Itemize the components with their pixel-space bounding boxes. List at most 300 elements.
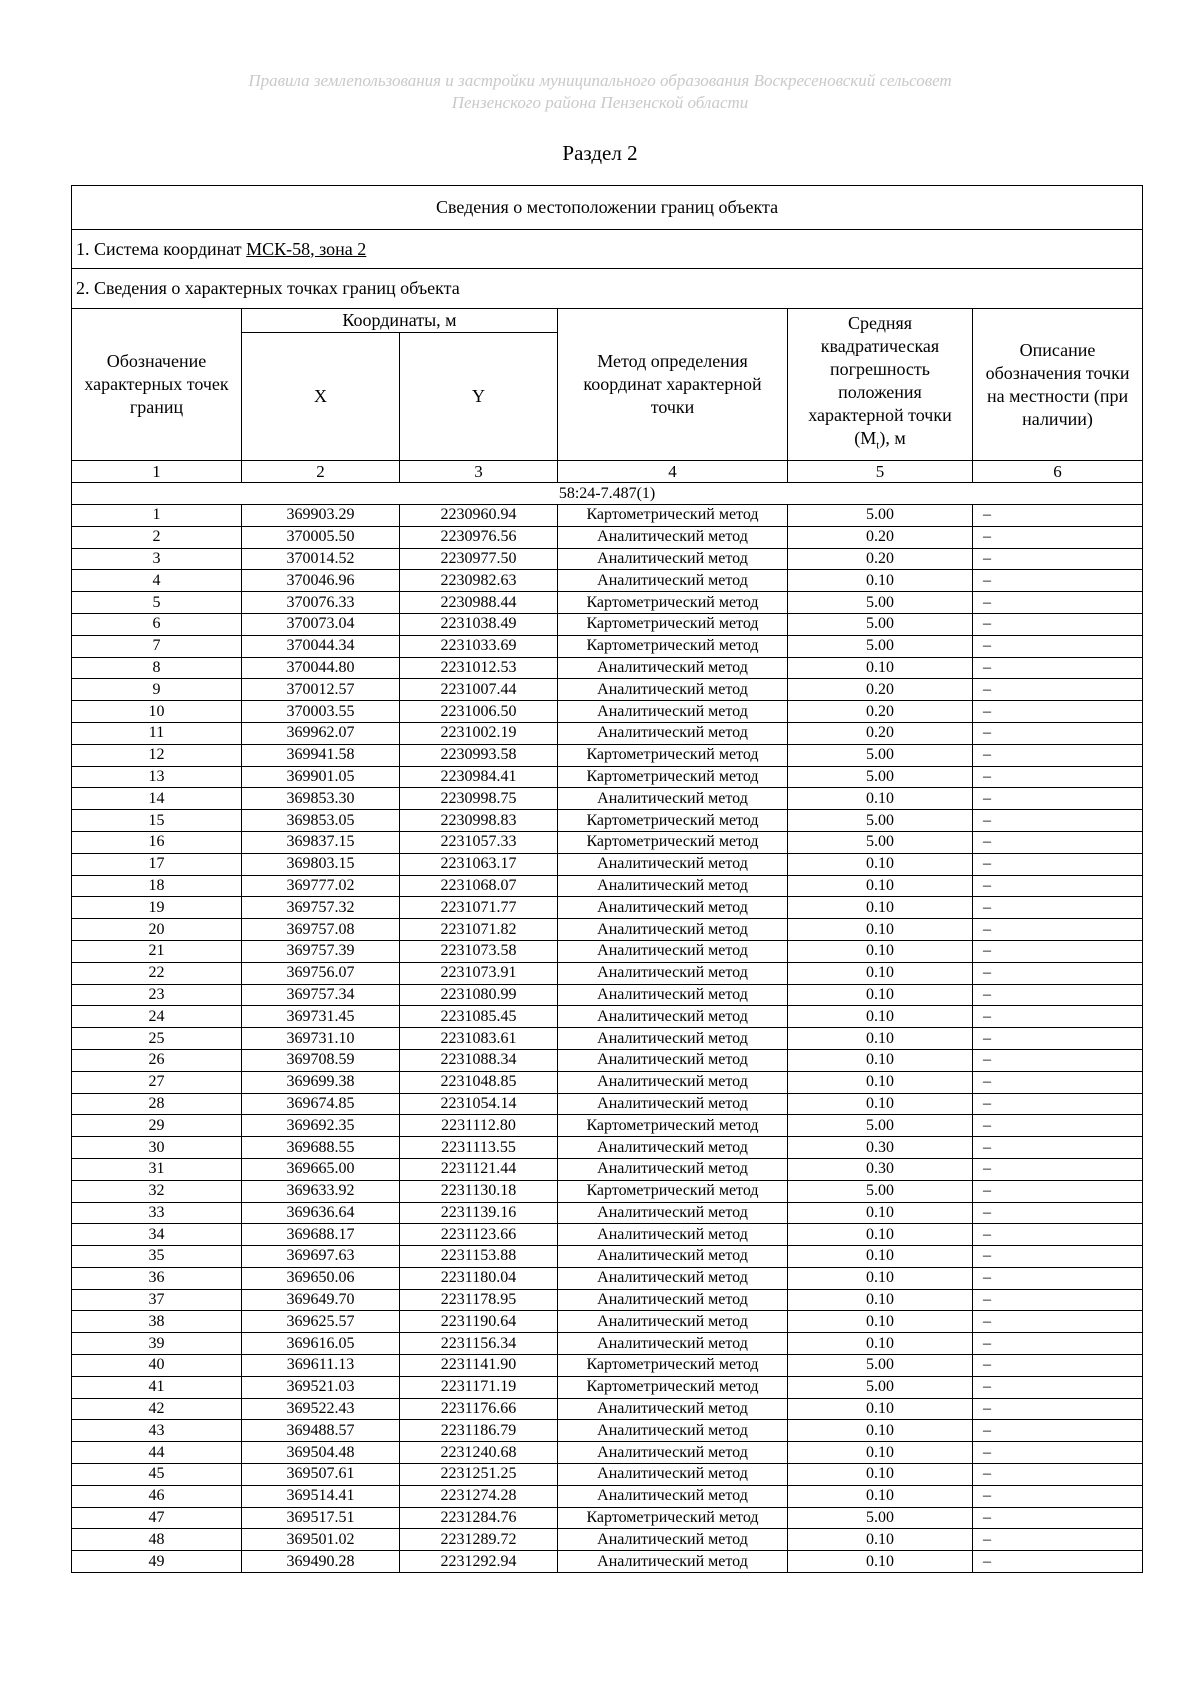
point-error: 0.10 [788,788,973,810]
point-method: Аналитический метод [558,940,788,962]
table-row [72,1115,1143,1137]
point-description: – [973,1202,1143,1224]
table-row [72,505,1143,527]
table-row [72,1376,1143,1398]
point-x: 369853.05 [242,810,400,832]
point-y: 2230993.58 [400,744,558,766]
point-y: 2231071.82 [400,919,558,941]
table-row [72,1398,1143,1420]
subtitle-row [72,269,1143,309]
point-x: 369903.29 [242,505,400,527]
point-y: 2231068.07 [400,875,558,897]
table-row [72,984,1143,1006]
point-y: 2231123.66 [400,1224,558,1246]
point-x: 369731.10 [242,1028,400,1050]
point-method: Аналитический метод [558,875,788,897]
point-number: 44 [72,1442,242,1464]
point-description: – [973,679,1143,701]
header-row-1 [72,309,1143,333]
point-error: 0.20 [788,526,973,548]
point-method: Аналитический метод [558,1464,788,1486]
point-method: Аналитический метод [558,570,788,592]
point-description: – [973,1158,1143,1180]
table-row [72,635,1143,657]
point-x: 369507.61 [242,1464,400,1486]
point-method: Картометрический метод [558,1115,788,1137]
point-description: – [973,853,1143,875]
section-title: Раздел 2 [562,141,638,165]
header-description: Описание обозначения точки на местности (при наличии) [973,309,1143,461]
point-y: 2231057.33 [400,831,558,853]
header-error-text: Средняя квадратическая погрешность положения характерной точки (M [808,312,952,448]
point-description: – [973,1442,1143,1464]
point-number: 14 [72,788,242,810]
point-method: Картометрический метод [558,831,788,853]
point-x: 369616.05 [242,1333,400,1355]
point-method: Аналитический метод [558,1442,788,1464]
point-x: 369636.64 [242,1202,400,1224]
point-method: Аналитический метод [558,1028,788,1050]
point-error: 0.10 [788,984,973,1006]
point-y: 2231113.55 [400,1137,558,1159]
point-method: Картометрический метод [558,505,788,527]
point-y: 2230998.83 [400,810,558,832]
point-description: – [973,1420,1143,1442]
table-row [72,788,1143,810]
point-description: – [973,1485,1143,1507]
point-number: 3 [72,548,242,570]
point-error: 0.10 [788,570,973,592]
table-row [72,766,1143,788]
point-x: 369941.58 [242,744,400,766]
point-error: 0.10 [788,1202,973,1224]
point-error: 5.00 [788,810,973,832]
point-error: 0.10 [788,1289,973,1311]
point-description: – [973,1137,1143,1159]
point-description: – [973,505,1143,527]
table-row [72,962,1143,984]
point-number: 20 [72,919,242,941]
point-y: 2231121.44 [400,1158,558,1180]
point-x: 369708.59 [242,1049,400,1071]
point-x: 369756.07 [242,962,400,984]
point-description: – [973,1289,1143,1311]
point-x: 369731.45 [242,1006,400,1028]
point-description: – [973,962,1143,984]
table-row [72,940,1143,962]
running-header-line-1: Правила землепользования и застройки муниципального образования Воскресеновский сельсовет [248,71,952,90]
point-y: 2230977.50 [400,548,558,570]
point-x: 369697.63 [242,1246,400,1268]
point-x: 369625.57 [242,1311,400,1333]
point-description: – [973,1267,1143,1289]
point-description: – [973,1333,1143,1355]
table-title: Сведения о местоположении границ объекта [72,186,1143,230]
point-error: 5.00 [788,1376,973,1398]
point-y: 2231251.25 [400,1464,558,1486]
point-number: 5 [72,592,242,614]
point-number: 42 [72,1398,242,1420]
point-method: Аналитический метод [558,1224,788,1246]
point-description: – [973,1398,1143,1420]
point-y: 2231289.72 [400,1529,558,1551]
point-number: 34 [72,1224,242,1246]
point-method: Аналитический метод [558,1333,788,1355]
point-method: Картометрический метод [558,1180,788,1202]
table-row [72,853,1143,875]
point-method: Картометрический метод [558,810,788,832]
column-number: 6 [973,461,1143,483]
column-numbers-row [72,461,1143,483]
header-point-designation: Обозначение характерных точек границ [72,309,242,461]
point-description: – [973,701,1143,723]
point-method: Аналитический метод [558,1420,788,1442]
column-number: 2 [242,461,400,483]
table-row [72,919,1143,941]
point-x: 370044.80 [242,657,400,679]
point-method: Аналитический метод [558,1529,788,1551]
point-y: 2231048.85 [400,1071,558,1093]
point-description: – [973,984,1143,1006]
point-y: 2231153.88 [400,1246,558,1268]
point-method: Картометрический метод [558,1376,788,1398]
point-x: 369688.55 [242,1137,400,1159]
point-y: 2231033.69 [400,635,558,657]
point-error: 0.10 [788,1464,973,1486]
table-row [72,1333,1143,1355]
point-error: 0.10 [788,1006,973,1028]
boundary-points-table [71,185,1143,1573]
table-row [72,1202,1143,1224]
point-y: 2231007.44 [400,679,558,701]
point-number: 49 [72,1551,242,1573]
point-error: 0.10 [788,919,973,941]
point-method: Аналитический метод [558,1202,788,1224]
point-y: 2231012.53 [400,657,558,679]
table-row [72,1224,1143,1246]
table-row [72,1049,1143,1071]
point-x: 370046.96 [242,570,400,592]
point-y: 2231156.34 [400,1333,558,1355]
point-number: 7 [72,635,242,657]
point-method: Аналитический метод [558,962,788,984]
point-number: 47 [72,1507,242,1529]
point-description: – [973,1529,1143,1551]
running-header-line-2: Пензенского района Пензенской области [451,93,749,112]
point-error: 0.10 [788,875,973,897]
point-description: – [973,1093,1143,1115]
point-description: – [973,1551,1143,1573]
point-y: 2231141.90 [400,1355,558,1377]
table-row [72,1507,1143,1529]
point-number: 21 [72,940,242,962]
point-method: Аналитический метод [558,1158,788,1180]
point-y: 2231073.91 [400,962,558,984]
header-x: X [242,333,400,461]
point-x: 369611.13 [242,1355,400,1377]
point-method: Аналитический метод [558,1398,788,1420]
point-x: 369757.32 [242,897,400,919]
point-y: 2231038.49 [400,613,558,635]
table-row [72,1485,1143,1507]
point-error: 5.00 [788,613,973,635]
point-x: 369504.48 [242,1442,400,1464]
point-error: 5.00 [788,766,973,788]
table-row [72,679,1143,701]
table-row [72,1529,1143,1551]
point-error: 0.10 [788,940,973,962]
point-number: 26 [72,1049,242,1071]
point-error: 0.10 [788,1311,973,1333]
point-description: – [973,1246,1143,1268]
header-error-unit: ), м [879,427,906,448]
table-row [72,831,1143,853]
table-row [72,1355,1143,1377]
coordinate-system-label: 1. Система координат [76,238,242,259]
point-description: – [973,657,1143,679]
point-method: Картометрический метод [558,613,788,635]
point-x: 369649.70 [242,1289,400,1311]
point-number: 46 [72,1485,242,1507]
point-number: 30 [72,1137,242,1159]
point-error: 0.10 [788,1333,973,1355]
point-number: 12 [72,744,242,766]
table-row [72,1137,1143,1159]
point-y: 2231073.58 [400,940,558,962]
table-row [72,1158,1143,1180]
table-row [72,1442,1143,1464]
table-row [72,1028,1143,1050]
point-method: Аналитический метод [558,897,788,919]
point-error: 0.10 [788,657,973,679]
point-error: 5.00 [788,1115,973,1137]
point-y: 2231006.50 [400,701,558,723]
point-y: 2231002.19 [400,722,558,744]
header-coordinates: Координаты, м [242,309,558,333]
point-description: – [973,1355,1143,1377]
point-method: Картометрический метод [558,592,788,614]
point-error: 0.10 [788,1267,973,1289]
point-number: 48 [72,1529,242,1551]
point-description: – [973,635,1143,657]
point-error: 5.00 [788,505,973,527]
point-error: 0.10 [788,853,973,875]
point-method: Аналитический метод [558,1551,788,1573]
point-y: 2231178.95 [400,1289,558,1311]
point-number: 35 [72,1246,242,1268]
point-number: 45 [72,1464,242,1486]
point-description: – [973,766,1143,788]
point-y: 2231180.04 [400,1267,558,1289]
table-row [72,570,1143,592]
table-row [72,1464,1143,1486]
point-description: – [973,940,1143,962]
point-method: Аналитический метод [558,701,788,723]
column-number: 1 [72,461,242,483]
point-x: 369674.85 [242,1093,400,1115]
point-x: 369522.43 [242,1398,400,1420]
point-error: 0.10 [788,1246,973,1268]
point-error: 0.10 [788,962,973,984]
point-number: 13 [72,766,242,788]
point-y: 2230984.41 [400,766,558,788]
point-y: 2231080.99 [400,984,558,1006]
point-x: 369757.08 [242,919,400,941]
column-number: 5 [788,461,973,483]
header-y: Y [400,333,558,461]
point-description: – [973,744,1143,766]
point-method: Аналитический метод [558,1485,788,1507]
table-row [72,1551,1143,1573]
point-description: – [973,1311,1143,1333]
point-error: 0.10 [788,1529,973,1551]
header-error [788,309,973,461]
point-description: – [973,1028,1143,1050]
point-method: Картометрический метод [558,744,788,766]
point-x: 369777.02 [242,875,400,897]
point-x: 370073.04 [242,613,400,635]
point-x: 370076.33 [242,592,400,614]
point-error: 0.20 [788,722,973,744]
point-x: 369514.41 [242,1485,400,1507]
table-subtitle: 2. Сведения о характерных точках границ объекта [72,269,1143,309]
point-y: 2230982.63 [400,570,558,592]
point-description: – [973,1115,1143,1137]
point-x: 369488.57 [242,1420,400,1442]
point-x: 369853.30 [242,788,400,810]
point-description: – [973,1071,1143,1093]
point-description: – [973,788,1143,810]
table-row [72,613,1143,635]
point-description: – [973,897,1143,919]
point-number: 2 [72,526,242,548]
point-y: 2231171.19 [400,1376,558,1398]
point-error: 0.10 [788,1049,973,1071]
point-description: – [973,548,1143,570]
table-row [72,1180,1143,1202]
point-description: – [973,570,1143,592]
point-y: 2231083.61 [400,1028,558,1050]
point-x: 369665.00 [242,1158,400,1180]
point-description: – [973,1464,1143,1486]
point-y: 2231186.79 [400,1420,558,1442]
point-method: Аналитический метод [558,1246,788,1268]
point-y: 2231085.45 [400,1006,558,1028]
point-x: 369688.17 [242,1224,400,1246]
running-header [0,70,1200,114]
point-x: 369517.51 [242,1507,400,1529]
point-y: 2231130.18 [400,1180,558,1202]
table-row [72,657,1143,679]
point-method: Аналитический метод [558,1137,788,1159]
point-method: Аналитический метод [558,1267,788,1289]
point-number: 1 [72,505,242,527]
point-y: 2231274.28 [400,1485,558,1507]
point-y: 2230998.75 [400,788,558,810]
table-row [72,722,1143,744]
point-description: – [973,1006,1143,1028]
coordinate-system-cell [72,230,1143,269]
point-y: 2231176.66 [400,1398,558,1420]
point-description: – [973,919,1143,941]
point-error: 0.10 [788,1420,973,1442]
point-x: 369757.34 [242,984,400,1006]
point-error: 5.00 [788,592,973,614]
point-number: 9 [72,679,242,701]
point-y: 2231112.80 [400,1115,558,1137]
point-method: Аналитический метод [558,657,788,679]
table-row [72,810,1143,832]
point-number: 4 [72,570,242,592]
point-y: 2231139.16 [400,1202,558,1224]
point-error: 0.30 [788,1137,973,1159]
point-error: 0.10 [788,1551,973,1573]
point-y: 2231190.64 [400,1311,558,1333]
point-x: 369692.35 [242,1115,400,1137]
point-description: – [973,831,1143,853]
point-error: 0.10 [788,1485,973,1507]
point-x: 369490.28 [242,1551,400,1573]
point-number: 32 [72,1180,242,1202]
point-description: – [973,810,1143,832]
point-number: 18 [72,875,242,897]
point-error: 5.00 [788,831,973,853]
point-error: 5.00 [788,1180,973,1202]
point-description: – [973,1224,1143,1246]
table-row [72,1093,1143,1115]
point-x: 369650.06 [242,1267,400,1289]
point-number: 10 [72,701,242,723]
point-error: 5.00 [788,744,973,766]
point-description: – [973,1507,1143,1529]
point-x: 370003.55 [242,701,400,723]
point-error: 0.10 [788,1071,973,1093]
point-number: 17 [72,853,242,875]
point-error: 0.20 [788,548,973,570]
point-error: 5.00 [788,1507,973,1529]
table-row [72,526,1143,548]
point-description: – [973,1049,1143,1071]
group-label: 58:24-7.487(1) [72,483,1143,505]
point-error: 0.30 [788,1158,973,1180]
point-x: 369633.92 [242,1180,400,1202]
point-number: 22 [72,962,242,984]
point-method: Аналитический метод [558,853,788,875]
point-method: Картометрический метод [558,635,788,657]
point-method: Аналитический метод [558,526,788,548]
header-error-subscript: t [876,439,880,452]
point-x: 369901.05 [242,766,400,788]
point-number: 19 [72,897,242,919]
table-row [72,875,1143,897]
point-error: 0.10 [788,1028,973,1050]
point-error: 5.00 [788,1355,973,1377]
point-error: 0.10 [788,1224,973,1246]
point-x: 370044.34 [242,635,400,657]
point-x: 369962.07 [242,722,400,744]
table-row [72,1071,1143,1093]
table-row [72,701,1143,723]
column-number: 4 [558,461,788,483]
point-number: 16 [72,831,242,853]
point-method: Картометрический метод [558,1507,788,1529]
point-number: 8 [72,657,242,679]
point-method: Аналитический метод [558,1071,788,1093]
point-method: Аналитический метод [558,788,788,810]
point-number: 41 [72,1376,242,1398]
point-method: Аналитический метод [558,919,788,941]
point-number: 31 [72,1158,242,1180]
